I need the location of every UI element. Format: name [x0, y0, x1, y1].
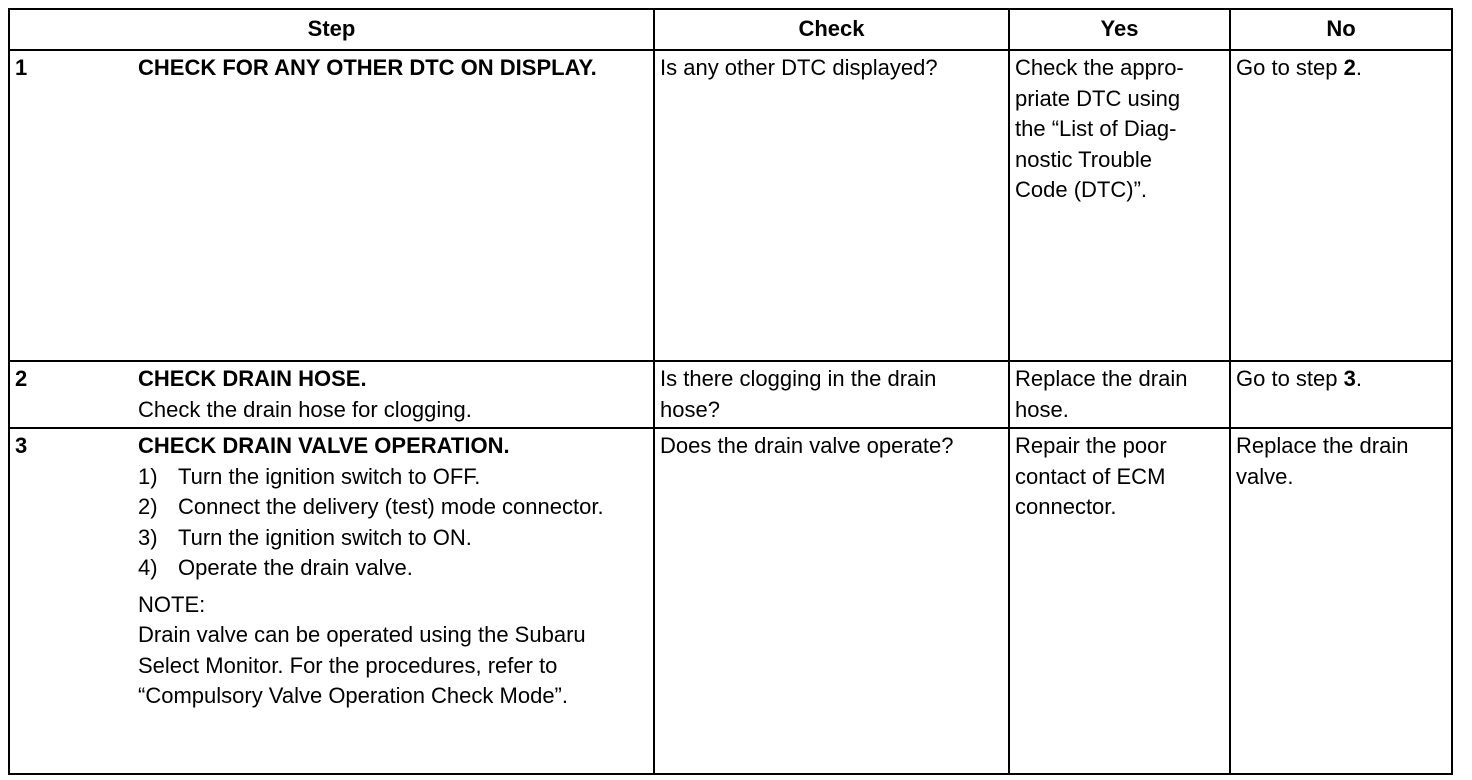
- substep-text: Turn the ignition switch to OFF.: [178, 463, 481, 489]
- substep-text: Connect the delivery (test) mode connector.: [178, 494, 604, 519]
- check-text: Is any other DTC displayed?: [660, 55, 938, 80]
- substep-number: 3): [138, 524, 158, 550]
- substep-item: [138, 492, 649, 523]
- substep-number: 2): [138, 494, 158, 519]
- table-row-step-1: [9, 50, 1452, 361]
- note-line: “Compulsory Valve Operation Check Mode”.: [138, 683, 568, 708]
- header-step: Step: [9, 9, 654, 50]
- no-suffix: .: [1355, 366, 1362, 391]
- step-title: CHECK DRAIN HOSE.: [138, 366, 367, 391]
- step-body: Check the drain hose for clogging.: [138, 396, 472, 422]
- yes-line: priate DTC using: [1015, 85, 1181, 111]
- no-suffix: .: [1355, 55, 1362, 80]
- step-number: 1: [15, 55, 28, 80]
- no-cell-3: [1230, 428, 1452, 774]
- no-text: Go to step: [1236, 366, 1344, 391]
- no-line: valve.: [1236, 463, 1294, 489]
- substep-text: Turn the ignition switch to ON.: [178, 524, 472, 550]
- step-number: 3: [15, 433, 28, 458]
- step-number: 2: [15, 366, 28, 391]
- yes-line: Replace the drain: [1015, 366, 1188, 391]
- yes-line: connector.: [1015, 494, 1117, 519]
- note-line: Select Monitor. For the procedures, refer to: [138, 652, 558, 678]
- check-cell-1: [654, 50, 1009, 361]
- header-yes: Yes: [1009, 9, 1230, 50]
- no-cell-2: [1230, 361, 1452, 428]
- substep-text: Operate the drain valve.: [178, 555, 413, 580]
- no-cell-1: [1230, 50, 1452, 361]
- substep-item: [138, 523, 649, 554]
- substep-item: [138, 462, 649, 493]
- no-line: Replace the drain: [1236, 433, 1409, 458]
- check-text: Does the drain valve operate?: [660, 433, 954, 458]
- header-no: No: [1230, 9, 1452, 50]
- check-cell-3: [654, 428, 1009, 774]
- yes-line: contact of ECM: [1015, 463, 1166, 489]
- step-cell-1: [9, 50, 654, 361]
- note-line: Drain valve can be operated using the Subaru: [138, 622, 586, 647]
- header-check: Check: [654, 9, 1009, 50]
- header-row: [9, 9, 1452, 50]
- yes-cell-2: [1009, 361, 1230, 428]
- yes-line: hose.: [1015, 396, 1069, 422]
- yes-cell-1: [1009, 50, 1230, 361]
- no-text: Go to step: [1236, 55, 1344, 80]
- step-title: CHECK FOR ANY OTHER DTC ON DISPLAY.: [138, 55, 597, 80]
- step-cell-2: [9, 361, 654, 428]
- substep-item: [138, 553, 649, 584]
- yes-line: Check the appro-: [1015, 55, 1184, 80]
- table-row-step-3: [9, 428, 1452, 774]
- no-step-ref: 3: [1343, 366, 1356, 391]
- check-line: hose?: [660, 396, 720, 422]
- note-label: NOTE:: [138, 591, 206, 617]
- substep-list: [138, 462, 649, 584]
- substep-number: 4): [138, 555, 158, 580]
- substep-number: 1): [138, 463, 158, 489]
- yes-cell-3: [1009, 428, 1230, 774]
- step-title: CHECK DRAIN VALVE OPERATION.: [138, 433, 510, 458]
- yes-line: nostic Trouble: [1015, 146, 1152, 172]
- table-row-step-2: [9, 361, 1452, 428]
- check-line: Is there clogging in the drain: [660, 366, 937, 391]
- yes-line: the “List of Diag-: [1015, 116, 1177, 141]
- no-step-ref: 2: [1343, 55, 1356, 80]
- diagnostic-table: [8, 8, 1453, 775]
- check-cell-2: [654, 361, 1009, 428]
- yes-line: Code (DTC)”.: [1015, 177, 1148, 202]
- yes-line: Repair the poor: [1015, 433, 1167, 458]
- step-cell-3: [9, 428, 654, 774]
